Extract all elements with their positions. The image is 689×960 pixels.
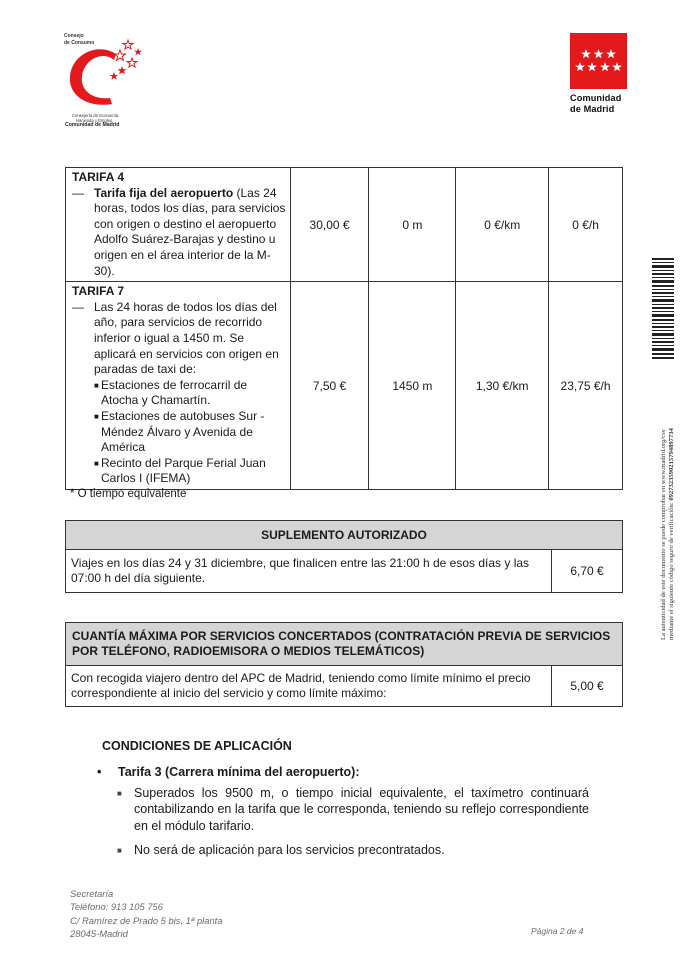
tarifas-table xyxy=(65,167,623,490)
tarifa-7-precio-km: 1,30 €/km xyxy=(456,282,549,490)
suplemento-value: 6,70 € xyxy=(552,550,623,593)
comunidad-text: Comunidad xyxy=(570,93,622,103)
bullet-square-icon: ■ xyxy=(117,789,122,798)
footer-phone: Teléfono: 913 105 756 xyxy=(70,901,163,913)
footer-street: C/ Ramírez de Prado 5 bis, 1ª planta xyxy=(70,914,223,926)
suplemento-header: SUPLEMENTO AUTORIZADO xyxy=(66,521,623,550)
bullet-square-icon: ■ xyxy=(94,380,99,390)
tarifa-4-bold: Tarifa fija del aeropuerto xyxy=(94,185,234,200)
de-madrid-text: de Madrid xyxy=(570,104,615,114)
madrid-flag xyxy=(570,33,627,89)
bullet-dot-icon: • xyxy=(97,765,102,779)
tarifa-7-bajada: 7,50 € xyxy=(290,282,369,490)
consejo-line-1: Consejo xyxy=(64,33,84,39)
tarifa-7-text: Las 24 horas de todos los días del año, para servicios de recorrido inferior o igual a 1450 m. Se aplicará en servicios con origen en paradas de taxi de: xyxy=(94,299,279,377)
tarifa-7-description xyxy=(66,282,291,490)
suplemento-table xyxy=(65,520,623,593)
tarifa-4-precio-km: 0 €/km xyxy=(456,168,549,282)
dash-mark: — xyxy=(72,185,84,200)
consejo-consumo-logo xyxy=(58,28,158,138)
tarifa-4-bajada: 30,00 € xyxy=(290,168,369,282)
tarifa-4-precio-hora: 0 €/h xyxy=(549,168,623,282)
tarifa-7-distancia: 1450 m xyxy=(369,282,456,490)
list-item: Estaciones de autobuses Sur - Méndez Álvaro y Avenida de América xyxy=(101,408,265,455)
cuantia-value: 5,00 € xyxy=(552,666,623,707)
bullet-square-icon: ■ xyxy=(117,846,122,855)
cuantia-header: CUANTÍA MÁXIMA POR SERVICIOS CONCERTADOS (CONTRATACIÓN PREVIA DE SERVICIOS POR TELÉFONO, RADIOEMISORA O MEDIOS TELEMÁTICOS) xyxy=(66,623,623,666)
verification-text xyxy=(660,380,676,640)
footer-address xyxy=(70,887,223,941)
verification-code: 0927323590215794897734 xyxy=(668,428,676,501)
table-row-tarifa-4 xyxy=(66,168,623,282)
cuantia-text: Con recogida viajero dentro del APC de Madrid, teniendo como límite mínimo el precio correspondiente al inicio del servicio y como límite máximo: xyxy=(66,666,552,707)
list-item: Estaciones de ferrocarril de Atocha y Chamartín. xyxy=(101,377,248,408)
hacienda-line: Hacienda y Empleo xyxy=(76,118,113,123)
tarifa-7-precio-hora: 23,75 €/h xyxy=(549,282,623,490)
condiciones-item xyxy=(97,765,360,779)
condiciones-sub-1-text: Superados los 9500 m, o tiempo inicial equivalente, el taxímetro continuará contabilizando en la tarifa que le corresponda, teniendo su reflejo correspondiente en el módulo tarifario. xyxy=(134,786,589,833)
consejeria-line: Consejería de Economía, xyxy=(72,113,120,118)
tarifa-4-text: (Las 24 horas, todos los días, para servicios con origen o destino el aeropuerto Adolfo Suárez-Barajas y destino u origen en el área interior de la M- 30). xyxy=(94,185,286,278)
footnote: * O tiempo equivalente xyxy=(70,488,187,500)
condiciones-sub-2-text: No será de aplicación para los servicios precontratados. xyxy=(134,843,445,857)
suplemento-text: Viajes en los días 24 y 31 diciembre, que finalicen entre las 21:00 h de esos días y las 07:00 h del día siguiente. xyxy=(66,550,552,593)
condiciones-sub-2 xyxy=(117,842,589,859)
tarifa-4-title: TARIFA 4 xyxy=(72,170,125,184)
verification-line-2: mediante el siguiente código seguro de verificación: xyxy=(668,502,676,640)
seven-stars-icon xyxy=(570,33,627,89)
tarifa-4-description xyxy=(66,168,291,282)
footer-city: 28045-Madrid xyxy=(70,928,128,940)
footer-line-1: Secretaría xyxy=(70,888,114,899)
barcode xyxy=(652,258,674,360)
comunidad-line: Comunidad de Madrid xyxy=(65,122,120,128)
condiciones-sub-1 xyxy=(117,785,589,834)
bullet-square-icon: ■ xyxy=(94,411,99,421)
consejo-line-2: de Consumo xyxy=(64,40,95,46)
table-row-tarifa-7 xyxy=(66,282,623,490)
verification-line-1: La autenticidad de este documento se puede comprobar en www.madrid.org/csv xyxy=(660,429,667,640)
comunidad-madrid-logo xyxy=(566,33,632,123)
list-item: Recinto del Parque Ferial Juan Carlos I (IFEMA) xyxy=(101,455,266,486)
dash-mark: — xyxy=(72,299,84,314)
cuantia-table xyxy=(65,622,623,707)
condiciones-title: CONDICIONES DE APLICACIÓN xyxy=(102,739,292,753)
page-number: Página 2 de 4 xyxy=(531,926,584,936)
bullet-square-icon: ■ xyxy=(94,458,99,468)
tarifa-4-distancia: 0 m xyxy=(369,168,456,282)
condiciones-item-label: Tarifa 3 (Carrera mínima del aeropuerto): xyxy=(118,765,360,779)
tarifa-7-title: TARIFA 7 xyxy=(72,284,125,299)
